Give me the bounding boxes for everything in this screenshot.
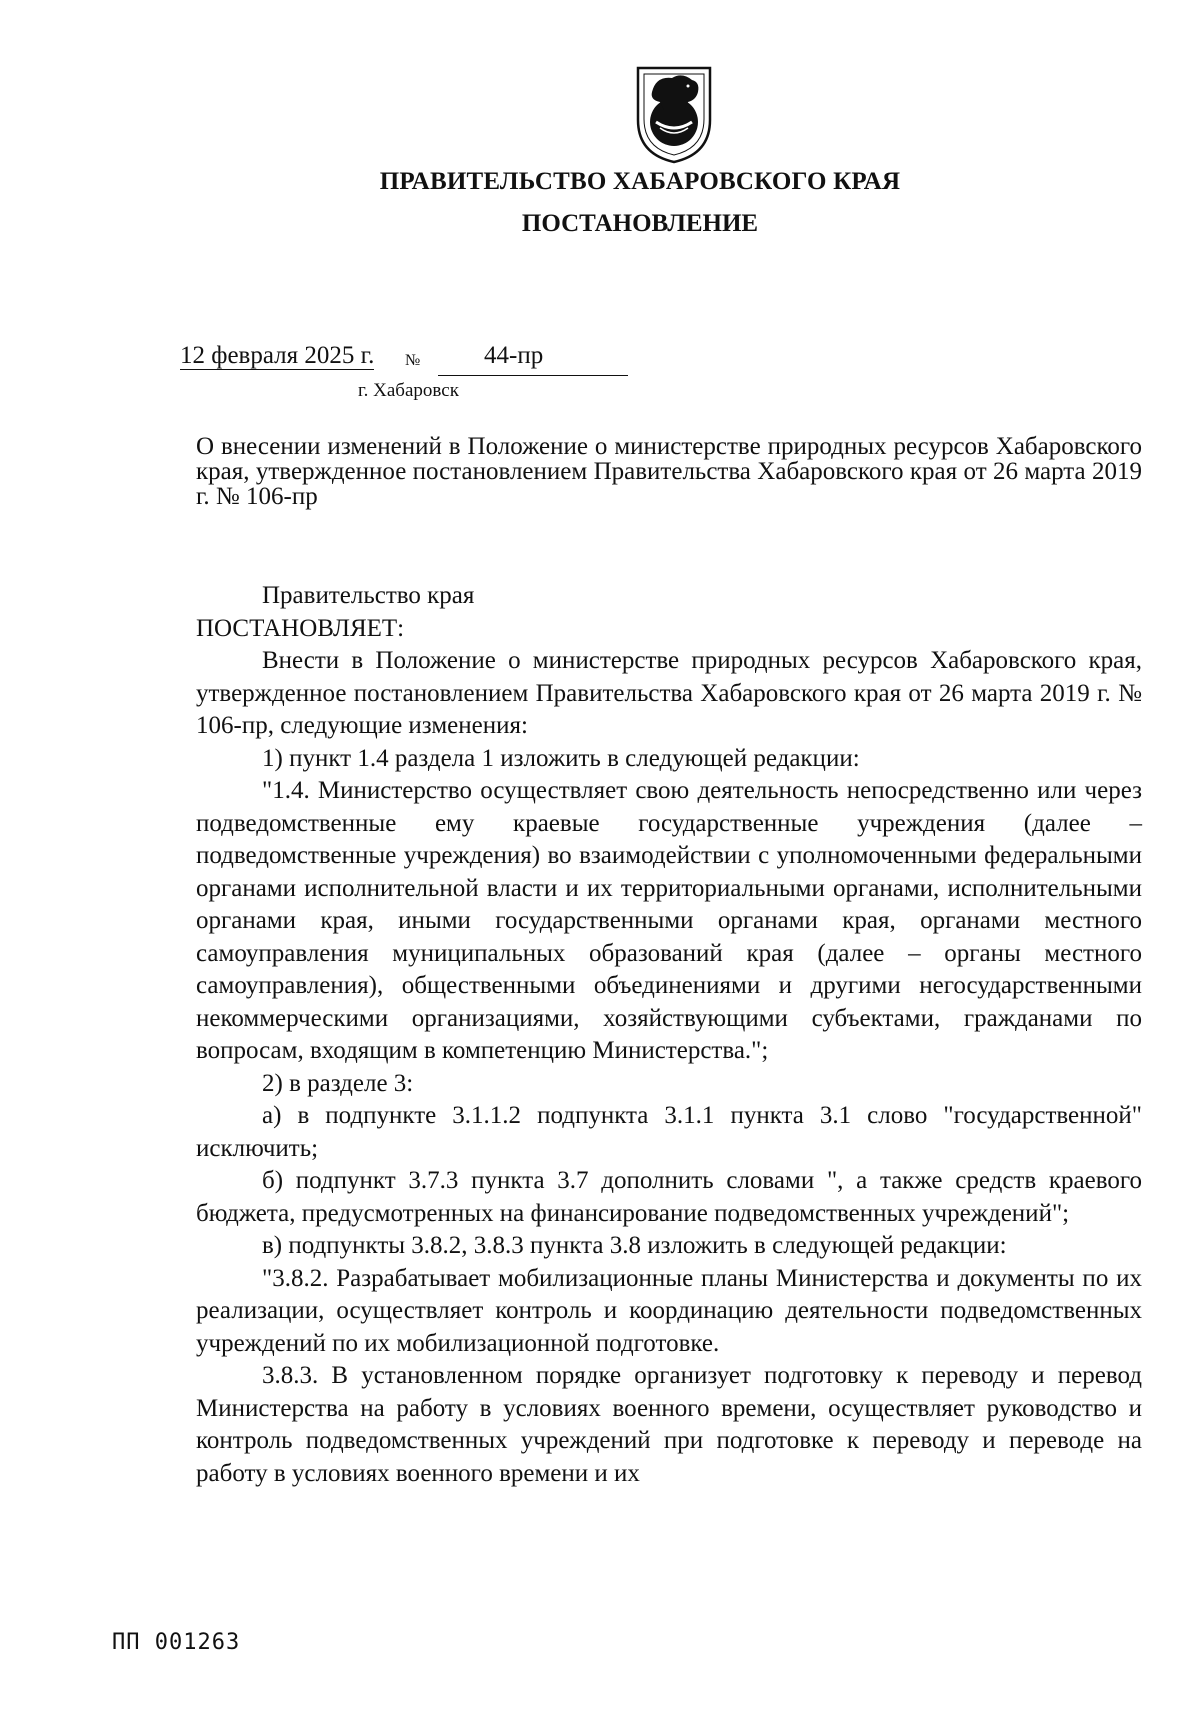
body-paragraph: "1.4. Министерство осуществляет свою деятельность непосредственно или через подведомственные ему краевые государственные учреждения (далее – подведомственные учреждения) во взаимодействии с уполномоченными федеральными органами исполнительной власти и их территориальными органами, исполнительными органами края, иными государственными органами края, органами местного самоуправления муниципальных образований края (далее – органы местного самоуправления), общественными объединениями и другими негосударственными некоммерческими организациями, хозяйствующими субъектами, гражданами по вопросам, входящим в компетенцию Министерства."; [196, 777, 1142, 1064]
body-paragraph: 2) в разделе 3: [262, 1069, 414, 1097]
body-paragraph: Внести в Положение о министерстве природных ресурсов Хабаровского края, утвержденное постановлением Правительства Хабаровского края от 26 марта 2019 г. № 106-пр, следующие изменения: [196, 647, 1142, 739]
body-paragraph: а) в подпункте 3.1.1.2 подпункта 3.1.1 пункта 3.1 слово "государственной" исключить; [196, 1102, 1142, 1162]
number-label: № [405, 352, 421, 369]
document-body [196, 580, 1142, 1490]
coat-of-arms-emblem [630, 62, 718, 166]
date-value: 12 февраля 2025 г. [180, 342, 375, 369]
preamble-line-1: Правительство края [262, 582, 475, 609]
body-paragraph: б) подпункт 3.7.3 пункта 3.7 дополнить словами ", а также средств краевого бюджета, предусмотренных на финансирование подведомственных учреждений"; [196, 1167, 1142, 1227]
document-number-field [438, 342, 628, 376]
document-number: 44-пр [484, 342, 544, 369]
body-paragraph: 1) пункт 1.4 раздела 1 изложить в следующей редакции: [262, 744, 860, 772]
footer-form-code: ПП 001263 [112, 1630, 241, 1655]
body-paragraph: "3.8.2. Разрабатывает мобилизационные планы Министерства и документы по их реализации, осуществляет контроль и координацию деятельности подведомственных учреждений по их мобилизационной подготовке. [196, 1264, 1142, 1357]
document-type: ПОСТАНОВЛЕНИЕ [521, 210, 759, 237]
body-paragraph: 3.8.3. В установленном порядке организует подготовку к переводу и перевод Министерства на работу в условиях военного времени, осуществляет руководство и контроль подведомственных учреждений при подготовке к переводу и переводе на работу в условиях военного времени и их [196, 1362, 1142, 1487]
preamble-line-2: ПОСТАНОВЛЯЕТ: [196, 614, 405, 642]
document-subject: О внесении изменений в Положение о министерстве природных ресурсов Хабаровского края, утвержденное постановлением Правительства Хабаровского края от 26 марта 2019 г. № 106-пр [196, 433, 1142, 510]
organization-name: ПРАВИТЕЛЬСТВО ХАБАРОВСКОГО КРАЯ [379, 168, 901, 195]
document-city: г. Хабаровск [358, 380, 459, 401]
document-date [180, 342, 374, 370]
body-paragraph: в) подпункты 3.8.2, 3.8.3 пункта 3.8 изложить в следующей редакции: [262, 1232, 1007, 1259]
